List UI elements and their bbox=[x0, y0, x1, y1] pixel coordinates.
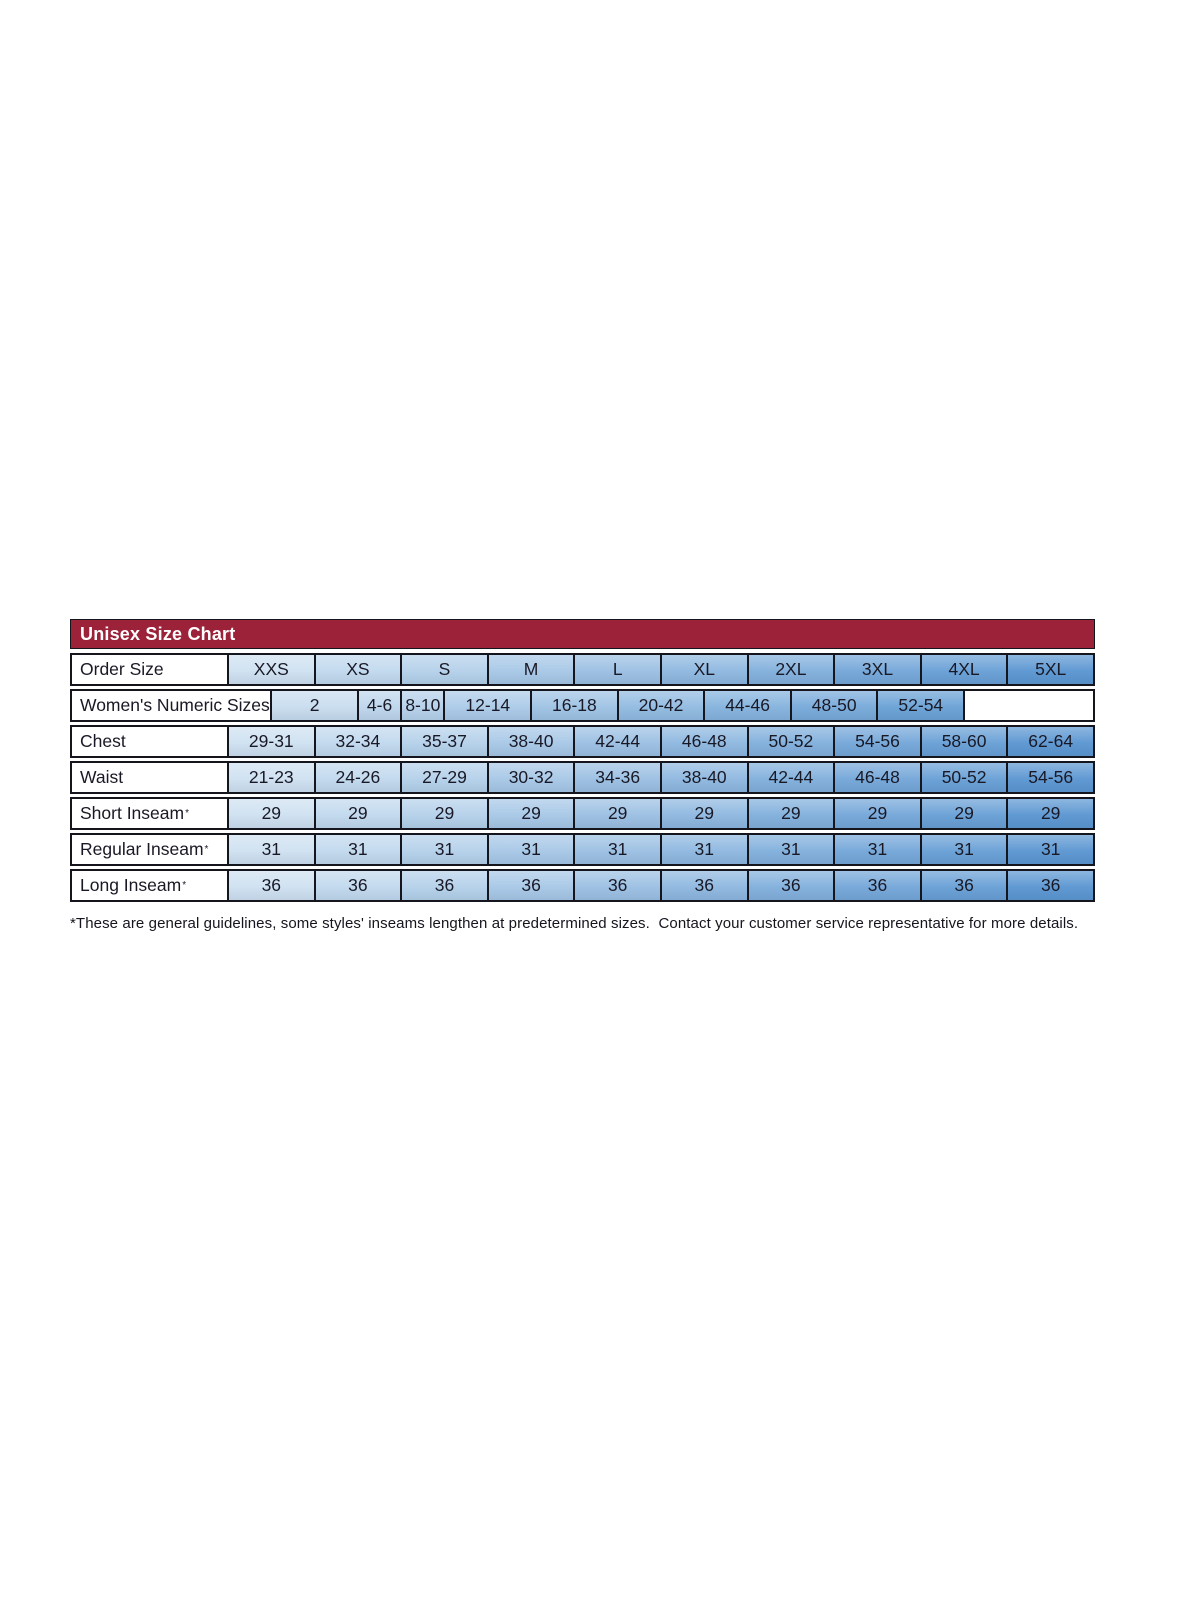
value-cell: 31 bbox=[401, 834, 488, 865]
value-cell: 46-48 bbox=[661, 726, 748, 757]
value-cell: 50-52 bbox=[748, 726, 835, 757]
value-cell: 31 bbox=[574, 834, 661, 865]
measurement-row-regular-inseam bbox=[70, 833, 1095, 866]
value-cell: 31 bbox=[921, 834, 1008, 865]
unisex-size-chart bbox=[70, 619, 1095, 932]
measurement-row-chest bbox=[70, 725, 1095, 758]
footnote: *These are general guidelines, some styles' inseams lengthen at predetermined sizes. Contact your customer service representative for more details. bbox=[70, 915, 1079, 932]
value-cell: 38-40 bbox=[661, 762, 748, 793]
value-cell: 36 bbox=[574, 870, 661, 901]
value-cell: 31 bbox=[488, 834, 575, 865]
value-cell: 21-23 bbox=[228, 762, 315, 793]
row-label: Chest bbox=[71, 726, 228, 757]
value-cell: 54-56 bbox=[1007, 762, 1094, 793]
order-size-label: Order Size bbox=[71, 654, 228, 685]
value-cell: 29-31 bbox=[228, 726, 315, 757]
size-cell-3xl: 3XL bbox=[834, 654, 921, 685]
size-cell-l: L bbox=[574, 654, 661, 685]
value-cell: 36 bbox=[834, 870, 921, 901]
chart-title-bar bbox=[70, 619, 1095, 649]
womens-size-cell: 20-42 bbox=[618, 690, 705, 721]
size-cell-xs: XS bbox=[315, 654, 402, 685]
womens-size-cell: 12-14 bbox=[444, 690, 531, 721]
value-cell: 31 bbox=[661, 834, 748, 865]
value-cell: 27-29 bbox=[401, 762, 488, 793]
value-cell: 36 bbox=[488, 870, 575, 901]
value-cell: 36 bbox=[661, 870, 748, 901]
value-cell: 29 bbox=[315, 798, 402, 829]
row-label: Waist bbox=[71, 762, 228, 793]
value-cell: 42-44 bbox=[574, 726, 661, 757]
value-cell: 29 bbox=[1007, 798, 1094, 829]
value-cell: 54-56 bbox=[834, 726, 921, 757]
value-cell: 35-37 bbox=[401, 726, 488, 757]
womens-size-cell: 16-18 bbox=[531, 690, 618, 721]
value-cell: 31 bbox=[228, 834, 315, 865]
womens-size-empty-cell bbox=[964, 690, 1094, 721]
value-cell: 46-48 bbox=[834, 762, 921, 793]
size-cell-2xl: 2XL bbox=[748, 654, 835, 685]
womens-size-cell: 4-6 bbox=[358, 690, 401, 721]
womens-size-cell: 48-50 bbox=[791, 690, 878, 721]
measurement-row-short-inseam bbox=[70, 797, 1095, 830]
size-cell-m: M bbox=[488, 654, 575, 685]
value-cell: 24-26 bbox=[315, 762, 402, 793]
value-cell: 29 bbox=[228, 798, 315, 829]
value-cell: 29 bbox=[921, 798, 1008, 829]
chart-title: Unisex Size Chart bbox=[80, 623, 236, 644]
size-cell-s: S bbox=[401, 654, 488, 685]
value-cell: 29 bbox=[661, 798, 748, 829]
value-cell: 36 bbox=[401, 870, 488, 901]
value-cell: 36 bbox=[1007, 870, 1094, 901]
value-cell: 34-36 bbox=[574, 762, 661, 793]
womens-numeric-row bbox=[70, 689, 1095, 722]
value-cell: 58-60 bbox=[921, 726, 1008, 757]
value-cell: 36 bbox=[748, 870, 835, 901]
value-cell: 31 bbox=[315, 834, 402, 865]
value-cell: 36 bbox=[921, 870, 1008, 901]
value-cell: 31 bbox=[1007, 834, 1094, 865]
measurement-row-waist bbox=[70, 761, 1095, 794]
size-cell-xxs: XXS bbox=[228, 654, 315, 685]
value-cell: 29 bbox=[401, 798, 488, 829]
womens-size-cell: 52-54 bbox=[877, 690, 964, 721]
womens-size-cell: 8-10 bbox=[401, 690, 444, 721]
row-label: Regular Inseam * bbox=[71, 834, 228, 865]
value-cell: 32-34 bbox=[315, 726, 402, 757]
value-cell: 31 bbox=[834, 834, 921, 865]
value-cell: 42-44 bbox=[748, 762, 835, 793]
womens-size-cell: 44-46 bbox=[704, 690, 791, 721]
value-cell: 38-40 bbox=[488, 726, 575, 757]
row-label: Short Inseam * bbox=[71, 798, 228, 829]
measurement-row-long-inseam bbox=[70, 869, 1095, 902]
value-cell: 30-32 bbox=[488, 762, 575, 793]
value-cell: 29 bbox=[488, 798, 575, 829]
row-label: Long Inseam * bbox=[71, 870, 228, 901]
size-cell-4xl: 4XL bbox=[921, 654, 1008, 685]
size-cell-5xl: 5XL bbox=[1007, 654, 1094, 685]
value-cell: 36 bbox=[228, 870, 315, 901]
size-cell-xl: XL bbox=[661, 654, 748, 685]
value-cell: 36 bbox=[315, 870, 402, 901]
value-cell: 29 bbox=[574, 798, 661, 829]
value-cell: 31 bbox=[748, 834, 835, 865]
value-cell: 29 bbox=[748, 798, 835, 829]
order-size-row bbox=[70, 653, 1095, 686]
value-cell: 62-64 bbox=[1007, 726, 1094, 757]
value-cell: 29 bbox=[834, 798, 921, 829]
womens-numeric-label: Women's Numeric Sizes bbox=[71, 690, 271, 721]
womens-size-cell: 2 bbox=[271, 690, 358, 721]
value-cell: 50-52 bbox=[921, 762, 1008, 793]
